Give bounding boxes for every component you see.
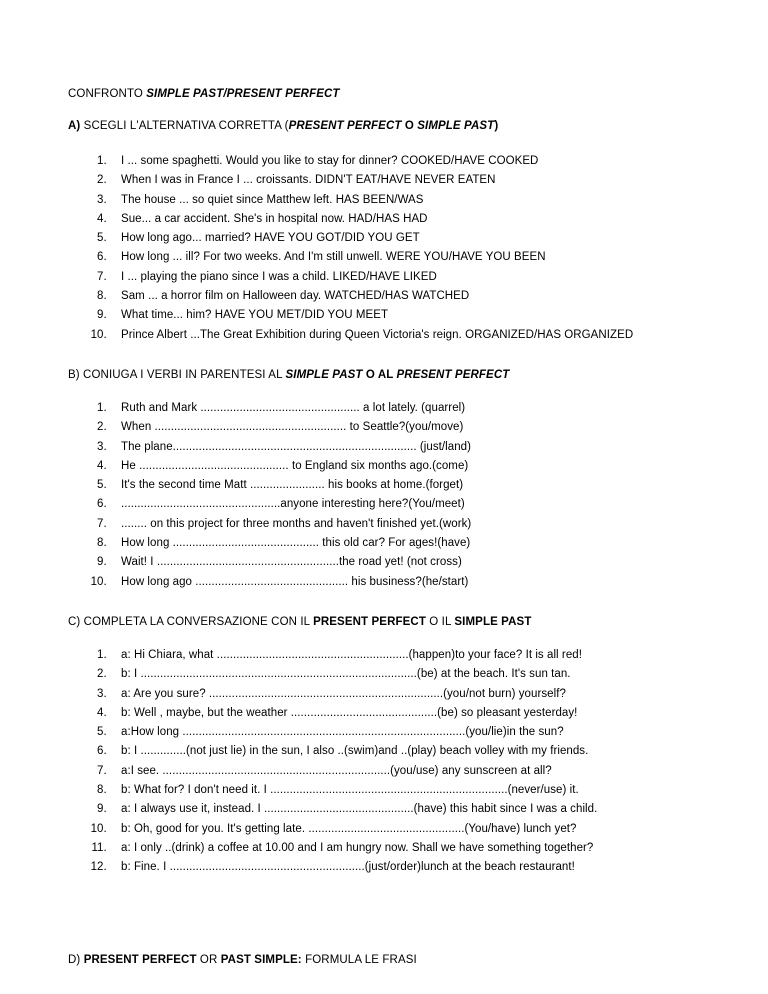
list-item: 7. a:I see. ......................................................................(you/use) any sunscreen at all?: [110, 762, 708, 781]
section-d-heading-emphasis-2: PAST SIMPLE:: [220, 953, 302, 966]
section-a-heading-close: ): [494, 120, 499, 132]
list-item: 3. The house ... so quiet since Matthew left. HAS BEEN/WAS: [110, 191, 708, 210]
list-item: 5. a:How long .......................................................................................(you/lie)in the sun?: [110, 723, 708, 742]
section-c-heading-text: COMPLETA LA CONVERSAZIONE CON IL: [80, 615, 314, 628]
list-item: 5. It's the second time Matt ....................... his books at home.(forget): [110, 476, 708, 495]
list-item: 3. a: Are you sure? ........................................................................(you/not burn) yourself?: [110, 685, 708, 704]
section-a-heading-emphasis-2: SIMPLE PAST: [417, 120, 495, 132]
document-title-prefix: CONFRONTO: [68, 88, 147, 100]
spacer: [68, 630, 708, 646]
list-item: 9. What time... him? HAVE YOU MET/DID YOU MEET: [110, 306, 708, 325]
list-item: 9. Wait! I ........................................................the road yet! (not cross): [110, 553, 708, 572]
section-d-heading-emphasis-1: PRESENT PERFECT: [83, 953, 197, 966]
section-b-label: B): [68, 368, 80, 381]
section-b-heading-emphasis-2: PRESENT PERFECT: [396, 368, 510, 381]
list-item: 3. The plane........................................................................... (just/land): [110, 438, 708, 457]
section-a-heading-emphasis-1: PRESENT PERFECT: [288, 120, 402, 132]
section-b-heading-text: CONIUGA I VERBI IN PARENTESI AL: [79, 368, 286, 381]
section-b-heading-emphasis-1: SIMPLE PAST: [285, 368, 363, 381]
spacer: [68, 383, 708, 399]
section-c-heading-emphasis-1: PRESENT PERFECT: [313, 615, 426, 628]
list-item: 6. b: I ..............(not just lie) in the sun, I also ..(swim)and ..(play) beach volley with my friends.: [110, 742, 708, 761]
section-c-label: C): [68, 615, 81, 628]
list-item: 4. He .............................................. to England six months ago.(come): [110, 457, 708, 476]
section-d-label: D): [68, 953, 81, 966]
list-item: 5. How long ago... married? HAVE YOU GOT/DID YOU GET: [110, 229, 708, 248]
section-c-heading-emphasis-2: SIMPLE PAST: [454, 615, 532, 628]
list-item: 9. a: I always use it, instead. I ..............................................(have) this habit since I was a child.: [110, 800, 708, 819]
list-item: 10. How long ago ............................................... his business?(he/start): [110, 573, 708, 592]
section-a-question-list: [68, 152, 708, 345]
list-item: 1. a: Hi Chiara, what ...........................................................(happen)to your face? It is all red!: [110, 646, 708, 665]
list-item: 8. How long ............................................. this old car? For ages!(have): [110, 534, 708, 553]
list-item: 10. b: Oh, good for you. It's getting late. ................................................(You/have) lunch yet?: [110, 820, 708, 839]
spacer: [68, 592, 708, 614]
list-item: 8. b: What for? I don't need it. I .........................................................................(never/use) it.: [110, 781, 708, 800]
section-c-heading-mid: O IL: [425, 615, 455, 628]
document-title: [68, 86, 708, 102]
list-item: 7. ........ on this project for three months and haven't finished yet.(work): [110, 515, 708, 534]
section-a-heading: [68, 118, 708, 134]
list-item: 4. b: Well , maybe, but the weather .............................................(be) so pleasant yesterday!: [110, 704, 708, 723]
list-item: 7. I ... playing the piano since I was a child. LIKED/HAVE LIKED: [110, 268, 708, 287]
list-item: 1. I ... some spaghetti. Would you like to stay for dinner? COOKED/HAVE COOKED: [110, 152, 708, 171]
spacer: [68, 134, 708, 152]
spacer: [68, 878, 708, 952]
list-item: 4. Sue... a car accident. She's in hospital now. HAD/HAS HAD: [110, 210, 708, 229]
section-c-question-list: [68, 646, 708, 878]
list-item: 11. a: I only ..(drink) a coffee at 10.00 and I am hungry now. Shall we have something together?: [110, 839, 708, 858]
section-d-heading: [68, 952, 708, 968]
section-b-heading-mid: O AL: [362, 368, 397, 381]
section-a-label: A): [68, 120, 81, 132]
list-item: 10. Prince Albert ...The Great Exhibition during Queen Victoria's reign. ORGANIZED/HAS ORGANIZED: [110, 326, 708, 345]
list-item: 2. b: I .....................................................................................(be) at the beach. It's sun tan.: [110, 665, 708, 684]
list-item: 1. Ruth and Mark ................................................. a lot lately. (quarrel): [110, 399, 708, 418]
list-item: 2. When ........................................................... to Seattle?(you/move): [110, 418, 708, 437]
section-c-heading: [68, 614, 708, 630]
list-item: 2. When I was in France I ... croissants. DIDN'T EAT/HAVE NEVER EATEN: [110, 171, 708, 190]
section-d-heading-mid: OR: [196, 953, 221, 966]
list-item: 12. b: Fine. I ............................................................(just/order)lunch at the beach restaurant!: [110, 858, 708, 877]
section-d-heading-close: FORMULA LE FRASI: [301, 953, 417, 966]
section-a-heading-text: SCEGLI L'ALTERNATIVA CORRETTA (: [80, 120, 289, 132]
section-b-question-list: [68, 399, 708, 592]
section-b-heading: [68, 367, 708, 383]
section-a-heading-mid: O: [401, 120, 418, 132]
list-item: 6. .................................................anyone interesting here?(You/meet): [110, 495, 708, 514]
list-item: 6. How long ... ill? For two weeks. And I'm still unwell. WERE YOU/HAVE YOU BEEN: [110, 248, 708, 267]
document-title-emphasis: SIMPLE PAST/PRESENT PERFECT: [146, 88, 340, 100]
list-item: 8. Sam ... a horror film on Halloween day. WATCHED/HAS WATCHED: [110, 287, 708, 306]
spacer: [68, 345, 708, 367]
